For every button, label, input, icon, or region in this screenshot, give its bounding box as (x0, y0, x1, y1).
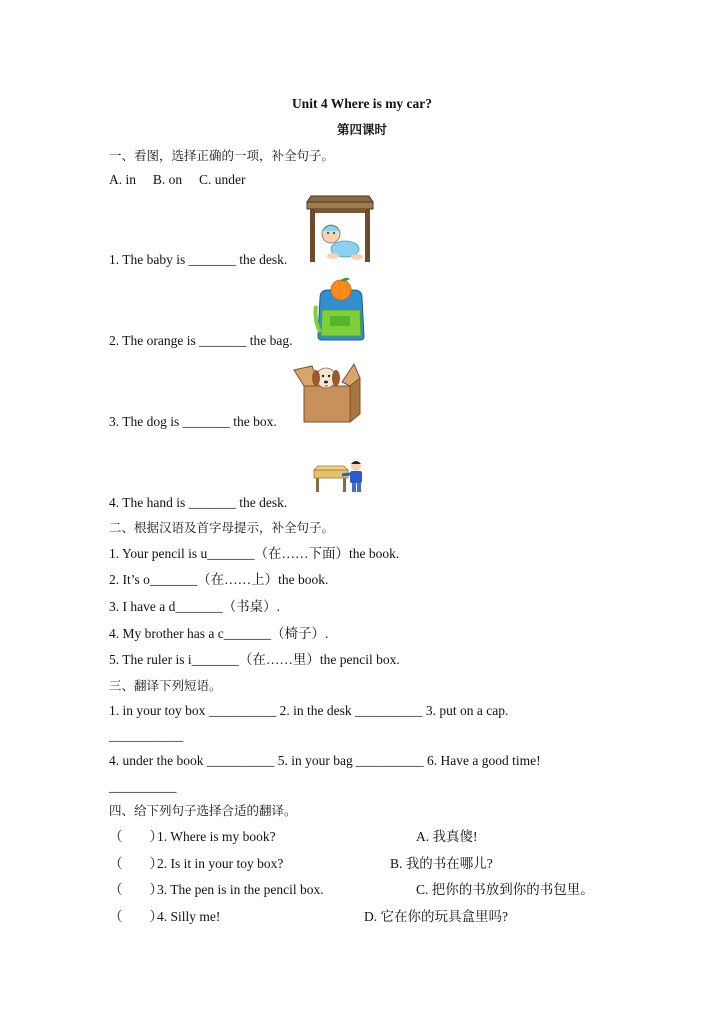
section2-item-4: 4. My brother has a c_______（椅子）. (109, 626, 329, 641)
section3-line-1-blank: ___________ (109, 728, 184, 743)
section4-row-1-question: 1. Where is my book? (157, 829, 276, 844)
dog-in-box-picture (292, 358, 362, 424)
section1-item-4: 4. The hand is _______ the desk. (109, 495, 288, 510)
section4-row-3-answer: C. 把你的书放到你的书包里。 (416, 882, 594, 897)
section2-item-3: 3. I have a d_______（书桌）. (109, 599, 280, 614)
section4-row-2-bracket: （ ） (109, 856, 163, 871)
section4-row-4-question: 4. Silly me! (157, 909, 221, 924)
section3-heading: 三、翻译下列短语。 (109, 678, 222, 693)
section4-row-3-question: 3. The pen is in the pencil box. (157, 882, 324, 897)
section4-row-2-answer: B. 我的书在哪儿? (390, 856, 493, 871)
section4-row-4-bracket: （ ） (109, 909, 163, 924)
page-title: Unit 4 Where is my car? (291, 96, 433, 111)
section1-item-2: 2. The orange is _______ the bag. (109, 333, 293, 348)
baby-under-desk-picture (305, 194, 375, 264)
section1-item-1: 1. The baby is _______ the desk. (109, 252, 288, 267)
section1-item-3: 3. The dog is _______ the box. (109, 414, 277, 429)
section2-heading: 二、根据汉语及首字母提示，补全句子。 (109, 520, 335, 535)
section2-item-1: 1. Your pencil is u_______（在……下面）the book. (109, 546, 400, 561)
section4-row-1-answer: A. 我真傻! (416, 829, 478, 844)
section2-item-5: 5. The ruler is i_______（在……里）the pencil box. (109, 652, 400, 667)
hand-in-desk-picture (312, 458, 368, 494)
section3-line-2-blank: __________ (109, 779, 177, 794)
orange-on-bag-picture (312, 276, 368, 342)
lesson-subtitle: 第四课时 (336, 122, 387, 137)
section4-row-2-question: 2. Is it in your toy box? (157, 856, 284, 871)
section3-line-1: 1. in your toy box __________ 2. in the desk __________ 3. put on a cap. (109, 703, 509, 718)
section4-heading: 四、给下列句子选择合适的翻译。 (109, 803, 297, 818)
section3-line-2: 4. under the book __________ 5. in your bag __________ 6. Have a good time! (109, 753, 541, 768)
section1-options: A. in B. on C. under (109, 172, 246, 187)
section4-row-1-bracket: （ ） (109, 829, 163, 844)
section1-heading: 一、看图，选择正确的一项，补全句子。 (109, 148, 335, 163)
section4-row-3-bracket: （ ） (109, 882, 163, 897)
section2-item-2: 2. It’s o_______（在……上）the book. (109, 572, 329, 587)
section4-row-4-answer: D. 它在你的玩具盒里吗? (364, 909, 508, 924)
